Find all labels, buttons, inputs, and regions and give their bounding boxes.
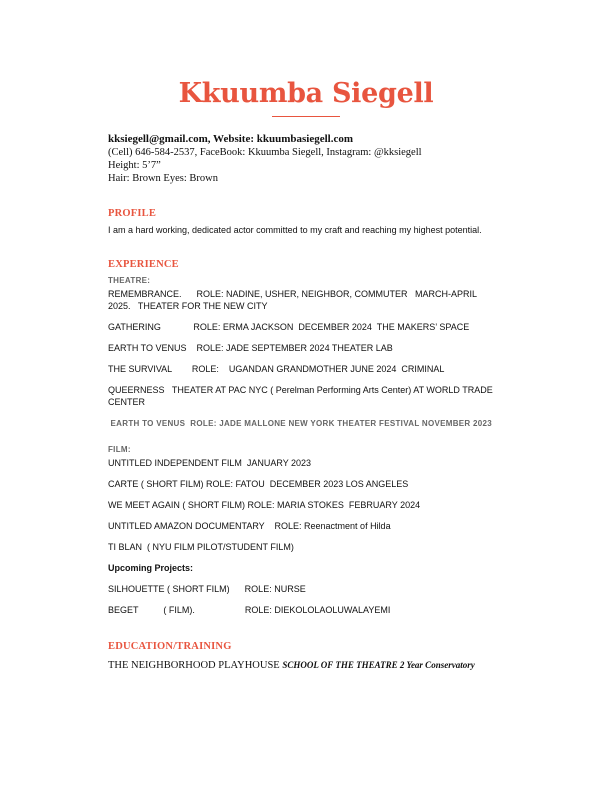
upcoming-entry: BEGET ( FILM). ROLE: DIEKOLOLAOLUWALAYEMI xyxy=(108,605,391,615)
film-entry: TI BLAN ( NYU FILM PILOT/STUDENT FILM) xyxy=(108,542,294,552)
theatre-entry: THE SURVIVAL ROLE: UGANDAN GRANDMOTHER JUNE 2024 CRIMINAL xyxy=(108,364,445,374)
film-entry: CARTE ( SHORT FILM) ROLE: FATOU DECEMBER 2023 LOS ANGELES xyxy=(108,479,409,489)
theatre-entry: GATHERING ROLE: ERMA JACKSON DECEMBER 2024 THE MAKERS’ SPACE xyxy=(108,322,470,332)
film-entry: UNTITLED INDEPENDENT FILM JANUARY 2023 xyxy=(108,458,312,468)
theatre-subheading: THEATRE: xyxy=(108,276,151,285)
upcoming-entry: SILHOUETTE ( SHORT FILM) ROLE: NURSE xyxy=(108,584,306,594)
hair-eyes-line: Hair: Brown Eyes: Brown xyxy=(108,173,218,184)
profile-heading: PROFILE xyxy=(108,208,157,219)
contact-block xyxy=(108,133,528,185)
theatre-entry: QUEERNESS THEATER AT PAC NYC ( Perelman Performing Arts Center) AT WORLD TRADE CENTER xyxy=(108,385,496,407)
education-heading: EDUCATION/TRAINING xyxy=(108,641,232,652)
upcoming-projects-subheading: Upcoming Projects: xyxy=(108,563,194,573)
email-website-line[interactable]: kksiegell@gmail.com, Website: kkuumbasiegell.com xyxy=(108,133,354,145)
theatre-entry: EARTH TO VENUS ROLE: JADE MALLONE NEW YORK THEATER FESTIVAL NOVEMBER 2023 xyxy=(108,419,493,428)
name-underline xyxy=(272,116,340,117)
school-name: THE NEIGHBORHOOD PLAYHOUSE xyxy=(108,660,283,671)
profile-text: I am a hard working, dedicated actor committed to my craft and reaching my highest potential. xyxy=(108,225,482,235)
height-line: Height: 5’7” xyxy=(108,160,161,171)
experience-heading: EXPERIENCE xyxy=(108,259,179,270)
applicant-name: Kkuumba Siegell xyxy=(178,78,434,109)
education-entry xyxy=(108,659,508,672)
theatre-entry: REMEMBRANCE. ROLE: NADINE, USHER, NEIGHBOR, COMMUTER MARCH-APRIL 2025. THEATER FOR THE NEW CITY xyxy=(108,289,480,311)
phone-social-line: (Cell) 646-584-2537, FaceBook: Kkuumba Siegell, Instagram: @kksiegell xyxy=(108,147,422,158)
theatre-entry: EARTH TO VENUS ROLE: JADE SEPTEMBER 2024 THEATER LAB xyxy=(108,343,393,353)
program-name: SCHOOL OF THE THEATRE 2 Year Conservatory xyxy=(282,660,475,670)
film-subheading: FILM: xyxy=(108,445,131,454)
film-entry: UNTITLED AMAZON DOCUMENTARY ROLE: Reenactment of Hilda xyxy=(108,521,391,531)
film-entry: WE MEET AGAIN ( SHORT FILM) ROLE: MARIA STOKES FEBRUARY 2024 xyxy=(108,500,421,510)
